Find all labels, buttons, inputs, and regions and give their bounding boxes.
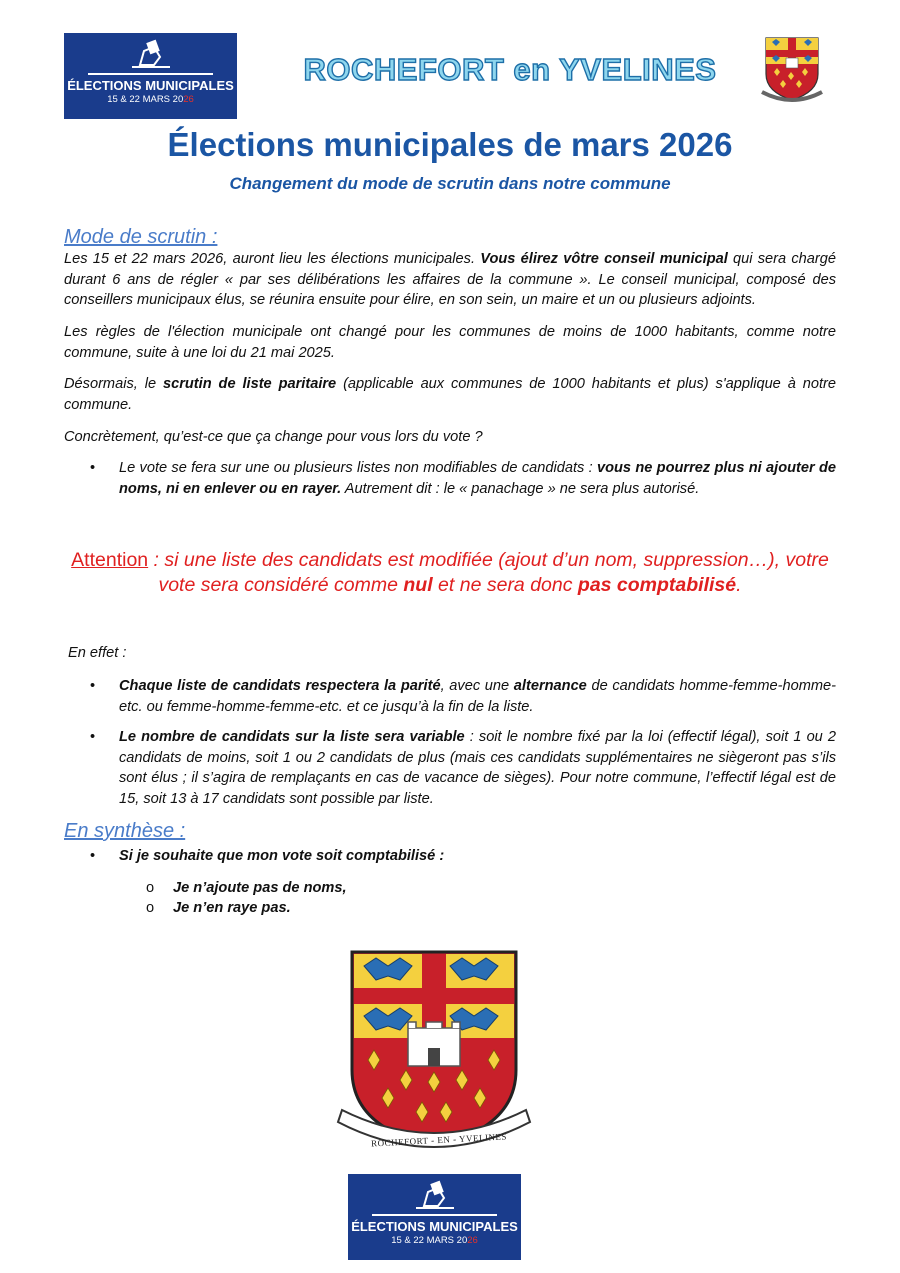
logo-dates: 15 & 22 MARS 2026 [391, 1235, 478, 1246]
paragraph-concretely: Concrètement, qu’est-ce que ça change pour vous lors du vote ? [64, 429, 483, 445]
sub-item-no-strike: o Je n’en raye pas. [146, 900, 291, 916]
commune-name: ROCHEFORT en YVELINES [303, 52, 717, 87]
attention-warning: Attention : si une liste des candidats est modifiée (ajout d’un nom, suppression…), votre vote sera considéré comme nul et ne sera donc pas comptabilisé. [71, 549, 829, 596]
logo-dates: 15 & 22 MARS 2026 [107, 94, 194, 105]
crest-motto: ROCHEFORT - EN - YVELINES [370, 1131, 508, 1149]
paragraph-elections-intro: Les 15 et 22 mars 2026, auront lieu les élections municipales. Vous élirez vôtre conseil municipal qui sera chargé durant 6 ans de régler « par ses délibérations les affaires de la commune ». Le conseil municipal, composé des conseillers municipaux élus, se réunira ensuite pour élire, en son sein, un maire et un ou plusieurs adjoints. [64, 251, 837, 308]
list-item-parite: • Chaque liste de candidats respectera la parité, avec une alternance de candidats homme-femme-homme-etc. ou femme-homme-femme-etc. et ce jusqu’à la fin de la liste. [90, 678, 836, 715]
logo-title: ÉLECTIONS MUNICIPALES [67, 78, 234, 93]
list-item-synthese: • Si je souhaite que mon vote soit comptabilisé : [90, 848, 445, 864]
list-item-nombre-candidats: • Le nombre de candidats sur la liste sera variable : soit le nombre fixé par la loi (effectif légal), soit 1 ou 2 candidats de moins, soit 1 ou 2 candidats de plus (mais ces candidats supplémentaires ne siègeront pas s’ils sont élus ; il s’agira de remplaçants en cas de vacance de sièges). Pour notre commune, l’effectif légal est de 15, soit 13 à 17 candidats sont possible par liste. [90, 729, 837, 807]
label-en-effet: En effet : [68, 645, 127, 661]
page-title: Élections municipales de mars 2026 [167, 126, 733, 163]
elections-logo-bottom [348, 1174, 521, 1260]
ballot-box-icon [414, 1180, 456, 1212]
list-item-non-modifiable: • Le vote se fera sur une ou plusieurs listes non modifiables de candidats : vous ne pourrez plus ni ajouter de noms, ni en enlever ou en rayer. Autrement dit : le « panachage » ne sera plus autorisé. [90, 460, 837, 497]
sub-item-no-add: o Je n’ajoute pas de noms, [146, 880, 347, 896]
ballot-box-icon [130, 39, 172, 71]
elections-logo-top [64, 33, 237, 119]
page-subtitle: Changement du mode de scrutin dans notre commune [229, 174, 671, 193]
section-heading-synthese: En synthèse : [64, 820, 186, 842]
paragraph-scrutin-liste: Désormais, le scrutin de liste paritaire (applicable aux communes de 1000 habitants et plus) s'applique à notre commune. [64, 376, 836, 413]
paragraph-rules-change: Les règles de l'élection municipale ont changé pour les communes de moins de 1000 habitants, comme notre commune, suite à une loi du 21 mai 2025. [64, 324, 836, 361]
logo-title: ÉLECTIONS MUNICIPALES [351, 1219, 518, 1234]
crest-small-icon [758, 36, 826, 106]
section-heading-mode-scrutin: Mode de scrutin : [64, 226, 218, 248]
